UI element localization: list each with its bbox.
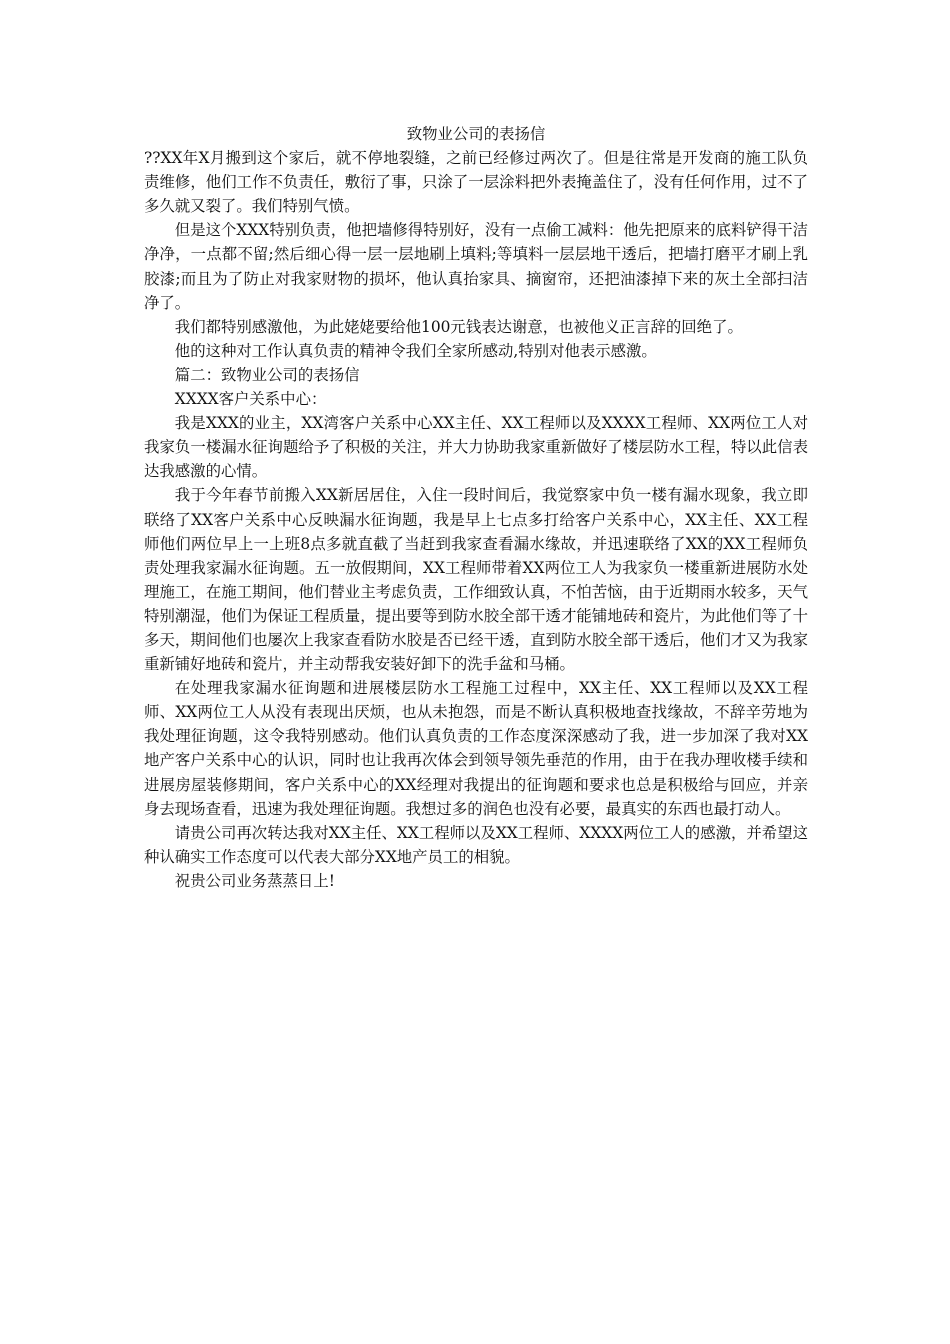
salutation: XXXX客户关系中心： — [174, 390, 327, 409]
document-page — [144, 122, 808, 893]
paragraph-3: 我们都特别感激他，为此姥姥要给他100元钱表达谢意，也被他义正言辞的回绝了。 — [174, 317, 743, 336]
section-heading: 篇二：致物业公司的表扬信 — [174, 365, 360, 384]
paragraph-5: 我是XXX的业主，XX湾客户关系中心XX主任、XX工程师以及XXXX工程师、XX两位工人对我家负一楼漏水征询题给予了积极的关注，并大力协助我家重新做好了楼层防水工程，特以此信表达我感激的心情。 — [144, 414, 808, 481]
paragraph-1: ??XX年X月搬到这个家后，就不停地裂缝，之前已经修过两次了。但是往常是开发商的施工队负责维修，他们工作不负责任，敷衍了事，只涂了一层涂料把外表掩盖住了，没有任何作用，过不了多久就又裂了。我们特别气愤。 — [144, 149, 808, 216]
paragraph-4: 他的这种对工作认真负责的精神令我们全家所感动,特别对他表示感激。 — [174, 341, 657, 360]
paragraph-8: 请贵公司再次转达我对XX主任、XX工程师以及XX工程师、XXXX两位工人的感激，并希望这种认确实工作态度可以代表大部分XX地产员工的相貌。 — [144, 823, 808, 866]
closing-line: 祝贵公司业务蒸蒸日上! — [174, 871, 335, 890]
paragraph-7: 在处理我家漏水征询题和进展楼层防水工程施工过程中，XX主任、XX工程师以及XX工程师、XX两位工人从没有表现出厌烦，也从未抱怨，而是不断认真积极地查找缘故，不辞辛劳地为我处理征询题，这令我特别感动。他们认真负责的工作态度深深感动了我，进一步加深了我对XX地产客户关系中心的认识，同时也让我再次体会到领导领先垂范的作用，由于在我办理收楼手续和进展房屋装修期间，客户关系中心的XX经理对我提出的征询题和要求也总是积极给与回应，并亲身去现场查看，迅速为我处理征询题。我想过多的润色也没有必要，最真实的东西也最打动人。 — [144, 679, 808, 818]
paragraph-2: 但是这个XXX特别负责，他把墙修得特别好，没有一点偷工减料：他先把原来的底料铲得干洁净净，一点都不留;然后细心得一层一层地刷上填料;等填料一层层地干透后，把墙打磨平才刷上乳胶漆;而且为了防止对我家财物的损坏，他认真抬家具、摘窗帘，还把油漆掉下来的灰土全部扫洁净了。 — [144, 221, 808, 312]
paragraph-6: 我于今年春节前搬入XX新居居住，入住一段时间后，我觉察家中负一楼有漏水现象，我立即联络了XX客户关系中心反映漏水征询题，我是早上七点多打给客户关系中心，XX主任、XX工程师他们两位早上一上班8点多就直截了当赶到我家查看漏水缘故，并迅速联络了XX的XX工程师负责处理我家漏水征询题。五一放假期间，XX工程师带着XX两位工人为我家负一楼重新进展防水处理施工，在施工期间，他们替业主考虑负责，工作细致认真，不怕苦恼，由于近期雨水较多，天气特别潮湿，他们为保证工程质量，提出要等到防水胶全部干透才能铺地砖和瓷片，为此他们等了十多天，期间他们也屡次上我家查看防水胶是否已经干透，直到防水胶全部干透后，他们才又为我家重新铺好地砖和瓷片，并主动帮我安装好卸下的洗手盆和马桶。 — [144, 486, 808, 674]
document-title: 致物业公司的表扬信 — [406, 125, 546, 143]
